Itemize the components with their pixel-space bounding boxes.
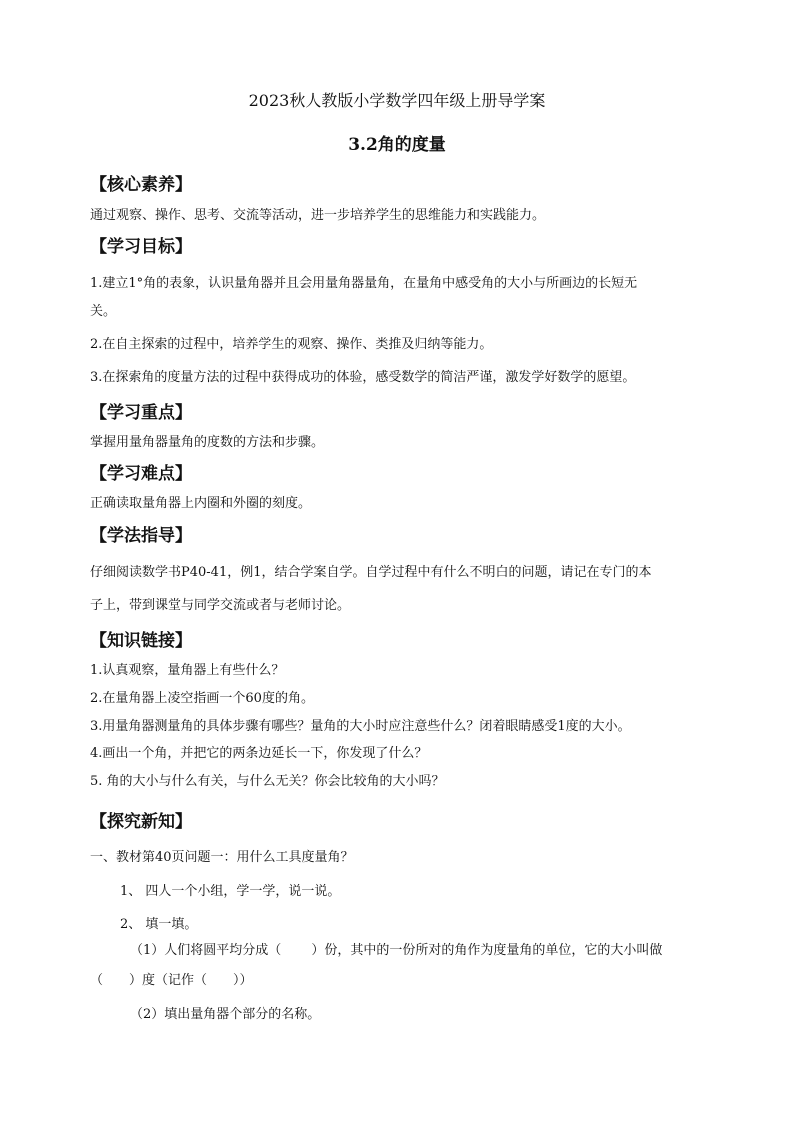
study-method-line: 仔细阅读数学书P40-41，例1，结合学案自学。自学过程中有什么不明白的问题，请记在专门的本 <box>90 565 652 580</box>
heading-core-literacy: 【核心素养】 <box>90 175 192 195</box>
goal-line: 2.在自主探索的过程中，培养学生的观察、操作、类推及归纳等能力。 <box>90 337 493 352</box>
key-points-text: 掌握用量角器量角的度数的方法和步骤。 <box>90 435 325 450</box>
difficulties-text: 正确读取量角器上内圈和外圈的刻度。 <box>90 496 312 511</box>
knowledge-link-item: 2.在量角器上凌空指画一个60度的角。 <box>90 691 314 706</box>
explore-step-2: 2、 填一填。 <box>120 917 198 932</box>
knowledge-link-item: 3.用量角器测量角的具体步骤有哪些？量角的大小时应注意些什么？闭着眼睛感受1度的大小。 <box>90 719 631 734</box>
lesson-title: 3.2角的度量 <box>348 135 446 155</box>
goal-line: 关。 <box>90 304 117 319</box>
core-literacy-text: 通过观察、操作、思考、交流等活动，进一步培养学生的思维能力和实践能力。 <box>90 208 546 223</box>
heading-knowledge-links: 【知识链接】 <box>90 631 192 651</box>
heading-explore: 【探究新知】 <box>90 812 192 832</box>
knowledge-link-item: 5. 角的大小与什么有关，与什么无关？你会比较角的大小吗？ <box>90 774 445 789</box>
explore-question-1: 一、教材第40页问题一：用什么工具度量角？ <box>90 850 354 865</box>
heading-key-points: 【学习重点】 <box>90 403 192 423</box>
goal-line: 1.建立1°角的表象，认识量角器并且会用量角器量角，在量角中感受角的大小与所画边的长短无 <box>90 276 638 291</box>
fill-blank-1: （1）人们将圆平均分成（ ）份，其中的一份所对的角作为度量角的单位，它的大小叫做 <box>130 943 663 958</box>
goal-line: 3.在探索角的度量方法的过程中获得成功的体验，感受数学的简洁严谨，激发学好数学的愿望。 <box>90 370 636 385</box>
fill-blank-1-cont: （ ）度（记作（ ）） <box>90 973 253 988</box>
knowledge-link-item: 1.认真观察，量角器上有些什么？ <box>90 663 285 678</box>
study-method-line: 子上，带到课堂与同学交流或者与老师讨论。 <box>90 598 351 613</box>
fill-blank-2: （2）填出量角器个部分的名称。 <box>130 1007 321 1022</box>
heading-learning-goals: 【学习目标】 <box>90 237 192 257</box>
heading-difficulties: 【学习难点】 <box>90 464 192 484</box>
knowledge-link-item: 4.画出一个角，并把它的两条边延长一下，你发现了什么？ <box>90 746 428 761</box>
explore-step-1: 1、 四人一个小组，学一学，说一说。 <box>120 884 341 899</box>
document-title: 2023秋人教版小学数学四年级上册导学案 <box>248 91 546 110</box>
heading-study-method: 【学法指导】 <box>90 526 192 546</box>
